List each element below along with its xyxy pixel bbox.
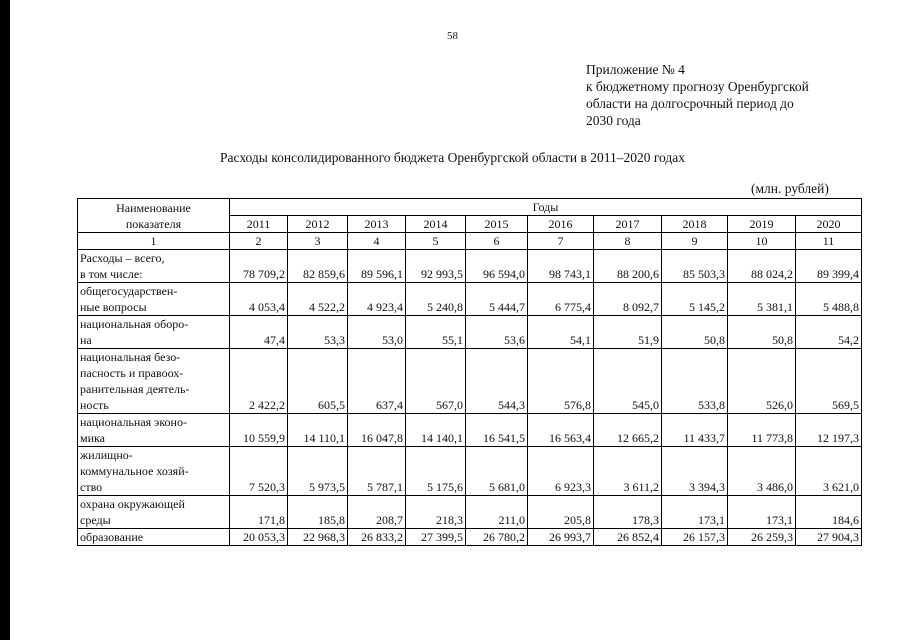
value-cell: 22 968,3 [288, 529, 348, 546]
value-cell: 5 488,8 [796, 283, 862, 316]
year-header-cell: 2019 [728, 216, 796, 233]
value-cell: 26 259,3 [728, 529, 796, 546]
value-cell: 545,0 [594, 349, 662, 414]
value-cell: 53,6 [466, 316, 528, 349]
value-cell: 26 833,2 [348, 529, 406, 546]
value-cell: 5 175,6 [406, 447, 466, 496]
appendix-line: Приложение № 4 [586, 62, 685, 77]
value-cell: 533,8 [662, 349, 728, 414]
value-cell: 12 665,2 [594, 414, 662, 447]
year-header-cell: 2015 [466, 216, 528, 233]
value-cell: 78 709,2 [230, 250, 288, 283]
value-cell: 526,0 [728, 349, 796, 414]
value-cell: 5 240,8 [406, 283, 466, 316]
value-cell: 576,8 [528, 349, 594, 414]
value-cell: 4 923,4 [348, 283, 406, 316]
value-cell: 6 923,3 [528, 447, 594, 496]
value-cell: 4 053,4 [230, 283, 288, 316]
indicator-header [78, 199, 230, 233]
value-cell: 208,7 [348, 496, 406, 529]
value-cell: 171,8 [230, 496, 288, 529]
table-row [78, 250, 862, 283]
value-cell: 51,9 [594, 316, 662, 349]
value-cell: 3 486,0 [728, 447, 796, 496]
value-cell: 211,0 [466, 496, 528, 529]
value-cell: 26 993,7 [528, 529, 594, 546]
indicator-name-line: общегосударствен- [80, 284, 178, 298]
indicator-name-line: национальная эконо- [80, 415, 187, 429]
appendix-note [586, 61, 886, 129]
indicator-header-line: показателя [125, 217, 182, 231]
column-number-cell: 6 [466, 233, 528, 250]
units-label: (млн. рублей) [751, 181, 829, 196]
value-cell: 637,4 [348, 349, 406, 414]
value-cell: 173,1 [662, 496, 728, 529]
table-row [78, 283, 862, 316]
value-cell: 567,0 [406, 349, 466, 414]
value-cell: 26 157,3 [662, 529, 728, 546]
value-cell: 178,3 [594, 496, 662, 529]
value-cell: 11 433,7 [662, 414, 728, 447]
value-cell: 53,0 [348, 316, 406, 349]
value-cell: 98 743,1 [528, 250, 594, 283]
value-cell: 173,1 [728, 496, 796, 529]
value-cell: 92 993,5 [406, 250, 466, 283]
value-cell: 16 047,8 [348, 414, 406, 447]
indicator-name-line: образование [80, 530, 144, 544]
indicator-name-line: ранительная деятель- [80, 382, 190, 396]
years-header: Годы [230, 199, 862, 216]
column-number-cell: 10 [728, 233, 796, 250]
indicator-name-cell [78, 349, 230, 414]
table-row [78, 496, 862, 529]
indicator-name-cell [78, 250, 230, 283]
indicator-name-cell [78, 529, 230, 546]
value-cell: 569,5 [796, 349, 862, 414]
indicator-name-line: жилищно- [80, 448, 133, 462]
value-cell: 10 559,9 [230, 414, 288, 447]
value-cell: 54,2 [796, 316, 862, 349]
value-cell: 6 775,4 [528, 283, 594, 316]
year-header-cell: 2018 [662, 216, 728, 233]
value-cell: 544,3 [466, 349, 528, 414]
value-cell: 7 520,3 [230, 447, 288, 496]
value-cell: 4 522,2 [288, 283, 348, 316]
year-header-cell: 2013 [348, 216, 406, 233]
value-cell: 14 110,1 [288, 414, 348, 447]
value-cell: 3 394,3 [662, 447, 728, 496]
value-cell: 184,6 [796, 496, 862, 529]
column-number-cell: 9 [662, 233, 728, 250]
table-row [78, 529, 862, 546]
value-cell: 5 681,0 [466, 447, 528, 496]
page-number: 58 [447, 30, 458, 42]
value-cell: 89 596,1 [348, 250, 406, 283]
column-number-cell: 7 [528, 233, 594, 250]
appendix-line: к бюджетному прогнозу Оренбургской [586, 79, 809, 94]
indicator-name-line: мика [80, 431, 105, 445]
value-cell: 5 145,2 [662, 283, 728, 316]
indicator-name-line: охрана окружающей [80, 497, 185, 511]
value-cell: 20 053,3 [230, 529, 288, 546]
indicator-name-cell [78, 283, 230, 316]
indicator-name-cell [78, 414, 230, 447]
expenses-table [77, 198, 862, 546]
column-number-cell: 2 [230, 233, 288, 250]
value-cell: 27 399,5 [406, 529, 466, 546]
indicator-name-cell [78, 316, 230, 349]
year-header-cell: 2011 [230, 216, 288, 233]
indicator-name-line: ные вопросы [80, 300, 147, 314]
report-title: Расходы консолидированного бюджета Оренбургской области в 2011–2020 годах [220, 150, 685, 165]
value-cell: 82 859,6 [288, 250, 348, 283]
column-number-cell: 11 [796, 233, 862, 250]
indicator-name-line: на [80, 333, 92, 347]
value-cell: 54,1 [528, 316, 594, 349]
value-cell: 5 787,1 [348, 447, 406, 496]
appendix-line: 2030 года [586, 113, 641, 128]
indicator-name-line: ность [80, 398, 109, 412]
header-row-column-numbers [78, 233, 862, 250]
value-cell: 11 773,8 [728, 414, 796, 447]
value-cell: 88 024,2 [728, 250, 796, 283]
indicator-header-line: Наименование [116, 201, 191, 215]
header-row-years-label [78, 199, 862, 216]
value-cell: 218,3 [406, 496, 466, 529]
value-cell: 3 611,2 [594, 447, 662, 496]
indicator-name-line: национальная оборо- [80, 317, 189, 331]
table-row [78, 349, 862, 414]
value-cell: 53,3 [288, 316, 348, 349]
value-cell: 185,8 [288, 496, 348, 529]
value-cell: 3 621,0 [796, 447, 862, 496]
column-number-cell: 1 [78, 233, 230, 250]
scan-edge-bar [0, 0, 10, 640]
indicator-name-line: ство [80, 480, 103, 494]
value-cell: 2 422,2 [230, 349, 288, 414]
value-cell: 5 444,7 [466, 283, 528, 316]
year-header-cell: 2012 [288, 216, 348, 233]
value-cell: 5 381,1 [728, 283, 796, 316]
indicator-name-cell [78, 447, 230, 496]
column-number-cell: 8 [594, 233, 662, 250]
indicator-name-line: национальная безо- [80, 350, 181, 364]
value-cell: 8 092,7 [594, 283, 662, 316]
indicator-name-line: коммунальное хозяй- [80, 464, 189, 478]
indicator-name-line: среды [80, 513, 111, 527]
value-cell: 26 780,2 [466, 529, 528, 546]
value-cell: 26 852,4 [594, 529, 662, 546]
value-cell: 55,1 [406, 316, 466, 349]
value-cell: 14 140,1 [406, 414, 466, 447]
table-row [78, 316, 862, 349]
value-cell: 50,8 [662, 316, 728, 349]
appendix-line: области на долгосрочный период до [586, 96, 794, 111]
value-cell: 96 594,0 [466, 250, 528, 283]
value-cell: 16 563,4 [528, 414, 594, 447]
value-cell: 89 399,4 [796, 250, 862, 283]
column-number-cell: 3 [288, 233, 348, 250]
value-cell: 50,8 [728, 316, 796, 349]
value-cell: 16 541,5 [466, 414, 528, 447]
value-cell: 85 503,3 [662, 250, 728, 283]
value-cell: 27 904,3 [796, 529, 862, 546]
indicator-name-line: Расходы – всего, [80, 251, 165, 265]
value-cell: 88 200,6 [594, 250, 662, 283]
value-cell: 205,8 [528, 496, 594, 529]
indicator-name-line: в том числе: [80, 267, 143, 281]
year-header-cell: 2014 [406, 216, 466, 233]
value-cell: 5 973,5 [288, 447, 348, 496]
value-cell: 12 197,3 [796, 414, 862, 447]
year-header-cell: 2020 [796, 216, 862, 233]
table-row [78, 447, 862, 496]
value-cell: 605,5 [288, 349, 348, 414]
column-number-cell: 5 [406, 233, 466, 250]
value-cell: 47,4 [230, 316, 288, 349]
column-number-cell: 4 [348, 233, 406, 250]
year-header-cell: 2016 [528, 216, 594, 233]
indicator-name-cell [78, 496, 230, 529]
year-header-cell: 2017 [594, 216, 662, 233]
table-row [78, 414, 862, 447]
indicator-name-line: пасность и правоох- [80, 366, 184, 380]
